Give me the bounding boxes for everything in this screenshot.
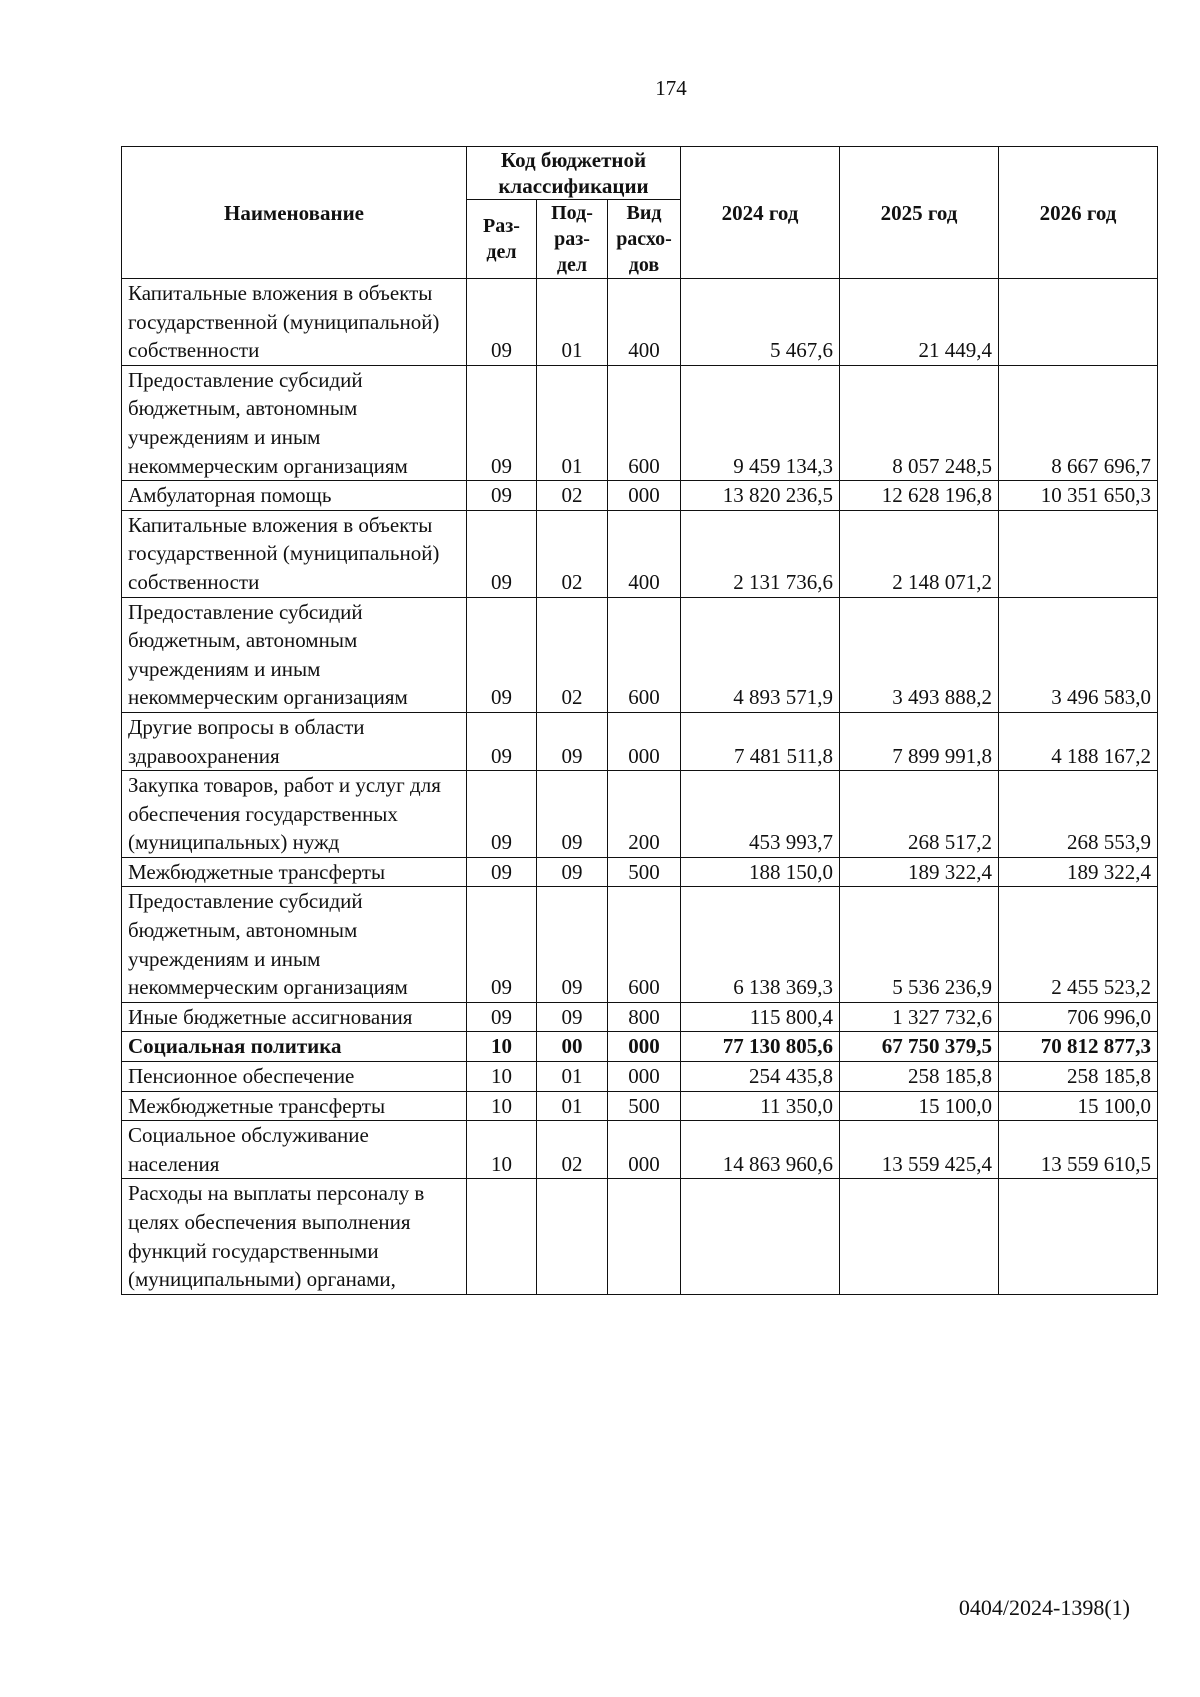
row-razdel xyxy=(467,1179,537,1294)
table-row xyxy=(122,365,1158,480)
header-razdel: Раз- дел xyxy=(467,200,537,279)
row-vid: 800 xyxy=(608,1002,681,1032)
row-value-2026: 3 496 583,0 xyxy=(999,597,1158,712)
row-name: Межбюджетные трансферты xyxy=(122,857,467,887)
row-podrazdel: 02 xyxy=(537,1121,608,1179)
row-value-2024: 4 893 571,9 xyxy=(681,597,840,712)
row-value-2024: 9 459 134,3 xyxy=(681,365,840,480)
row-podrazdel: 02 xyxy=(537,481,608,511)
row-razdel: 09 xyxy=(467,1002,537,1032)
row-razdel: 10 xyxy=(467,1121,537,1179)
table-row xyxy=(122,1179,1158,1294)
row-value-2024: 5 467,6 xyxy=(681,279,840,366)
row-vid: 400 xyxy=(608,279,681,366)
row-podrazdel: 09 xyxy=(537,1002,608,1032)
row-value-2025: 268 517,2 xyxy=(840,771,999,858)
row-value-2025: 8 057 248,5 xyxy=(840,365,999,480)
header-vid: Вид расхо- дов xyxy=(608,200,681,279)
table-row xyxy=(122,857,1158,887)
row-value-2026: 13 559 610,5 xyxy=(999,1121,1158,1179)
row-value-2026 xyxy=(999,510,1158,597)
table-header xyxy=(122,147,1158,279)
row-value-2024: 188 150,0 xyxy=(681,857,840,887)
row-value-2024: 11 350,0 xyxy=(681,1091,840,1121)
table-row xyxy=(122,1002,1158,1032)
row-name: Расходы на выплаты персоналу в целях обеспечения выполнения функций государственными (муниципальными) органами, xyxy=(122,1179,467,1294)
row-value-2025: 3 493 888,2 xyxy=(840,597,999,712)
row-name: Межбюджетные трансферты xyxy=(122,1091,467,1121)
row-name: Капитальные вложения в объекты государственной (муниципальной) собственности xyxy=(122,279,467,366)
row-value-2024: 7 481 511,8 xyxy=(681,712,840,770)
row-value-2026: 4 188 167,2 xyxy=(999,712,1158,770)
row-podrazdel: 00 xyxy=(537,1032,608,1062)
row-vid: 400 xyxy=(608,510,681,597)
row-value-2025: 1 327 732,6 xyxy=(840,1002,999,1032)
row-name: Другие вопросы в области здравоохранения xyxy=(122,712,467,770)
row-razdel: 09 xyxy=(467,771,537,858)
row-podrazdel: 02 xyxy=(537,597,608,712)
row-value-2025 xyxy=(840,1179,999,1294)
row-name: Социальная политика xyxy=(122,1032,467,1062)
row-value-2025: 7 899 991,8 xyxy=(840,712,999,770)
row-vid: 000 xyxy=(608,1032,681,1062)
header-name: Наименование xyxy=(122,147,467,279)
row-name: Закупка товаров, работ и услуг для обеспечения государственных (муниципальных) нужд xyxy=(122,771,467,858)
row-vid: 600 xyxy=(608,365,681,480)
row-razdel: 10 xyxy=(467,1032,537,1062)
row-podrazdel xyxy=(537,1179,608,1294)
table-row xyxy=(122,279,1158,366)
row-value-2024: 77 130 805,6 xyxy=(681,1032,840,1062)
row-vid: 600 xyxy=(608,887,681,1002)
row-podrazdel: 01 xyxy=(537,279,608,366)
row-value-2026: 2 455 523,2 xyxy=(999,887,1158,1002)
row-value-2026: 268 553,9 xyxy=(999,771,1158,858)
row-podrazdel: 09 xyxy=(537,887,608,1002)
row-vid: 500 xyxy=(608,1091,681,1121)
row-value-2026: 8 667 696,7 xyxy=(999,365,1158,480)
row-value-2024: 6 138 369,3 xyxy=(681,887,840,1002)
row-razdel: 09 xyxy=(467,887,537,1002)
table-row xyxy=(122,481,1158,511)
row-value-2024: 453 993,7 xyxy=(681,771,840,858)
table-row xyxy=(122,597,1158,712)
row-vid: 000 xyxy=(608,712,681,770)
page-number: 174 xyxy=(655,76,687,100)
row-value-2026: 10 351 650,3 xyxy=(999,481,1158,511)
row-podrazdel: 09 xyxy=(537,712,608,770)
row-podrazdel: 09 xyxy=(537,857,608,887)
row-value-2025: 21 449,4 xyxy=(840,279,999,366)
row-value-2024: 2 131 736,6 xyxy=(681,510,840,597)
row-razdel: 10 xyxy=(467,1062,537,1092)
row-value-2026: 189 322,4 xyxy=(999,857,1158,887)
row-value-2026: 258 185,8 xyxy=(999,1062,1158,1092)
table-row xyxy=(122,712,1158,770)
table-row xyxy=(122,1062,1158,1092)
row-value-2025: 67 750 379,5 xyxy=(840,1032,999,1062)
row-name: Предоставление субсидий бюджетным, автономным учреждениям и иным некоммерческим организациям xyxy=(122,365,467,480)
row-value-2024: 254 435,8 xyxy=(681,1062,840,1092)
row-name: Иные бюджетные ассигнования xyxy=(122,1002,467,1032)
row-vid: 000 xyxy=(608,481,681,511)
table-row xyxy=(122,1121,1158,1179)
row-value-2025: 12 628 196,8 xyxy=(840,481,999,511)
row-value-2025: 15 100,0 xyxy=(840,1091,999,1121)
row-value-2026 xyxy=(999,279,1158,366)
row-value-2025: 258 185,8 xyxy=(840,1062,999,1092)
table-row xyxy=(122,510,1158,597)
row-vid: 200 xyxy=(608,771,681,858)
row-vid xyxy=(608,1179,681,1294)
row-razdel: 09 xyxy=(467,857,537,887)
row-razdel: 09 xyxy=(467,481,537,511)
row-value-2025: 189 322,4 xyxy=(840,857,999,887)
table-row xyxy=(122,1091,1158,1121)
row-value-2025: 2 148 071,2 xyxy=(840,510,999,597)
header-2026: 2026 год xyxy=(999,147,1158,279)
row-razdel: 09 xyxy=(467,279,537,366)
row-podrazdel: 01 xyxy=(537,365,608,480)
row-name: Пенсионное обеспечение xyxy=(122,1062,467,1092)
row-podrazdel: 09 xyxy=(537,771,608,858)
row-value-2024: 13 820 236,5 xyxy=(681,481,840,511)
row-value-2026: 15 100,0 xyxy=(999,1091,1158,1121)
row-name: Предоставление субсидий бюджетным, автономным учреждениям и иным некоммерческим организациям xyxy=(122,597,467,712)
row-value-2026: 706 996,0 xyxy=(999,1002,1158,1032)
header-code-group: Код бюджетной классификации xyxy=(467,147,681,200)
row-razdel: 10 xyxy=(467,1091,537,1121)
row-podrazdel: 01 xyxy=(537,1091,608,1121)
row-podrazdel: 01 xyxy=(537,1062,608,1092)
row-razdel: 09 xyxy=(467,510,537,597)
row-razdel: 09 xyxy=(467,712,537,770)
row-value-2024 xyxy=(681,1179,840,1294)
row-vid: 000 xyxy=(608,1121,681,1179)
row-value-2025: 5 536 236,9 xyxy=(840,887,999,1002)
row-vid: 600 xyxy=(608,597,681,712)
budget-table xyxy=(121,146,1158,1295)
row-value-2026: 70 812 877,3 xyxy=(999,1032,1158,1062)
table-body xyxy=(122,279,1158,1295)
header-podrazdel: Под- раз- дел xyxy=(537,200,608,279)
row-value-2024: 14 863 960,6 xyxy=(681,1121,840,1179)
table-row xyxy=(122,1032,1158,1062)
table-row xyxy=(122,771,1158,858)
table-row xyxy=(122,887,1158,1002)
row-value-2024: 115 800,4 xyxy=(681,1002,840,1032)
row-name: Амбулаторная помощь xyxy=(122,481,467,511)
header-2025: 2025 год xyxy=(840,147,999,279)
row-value-2025: 13 559 425,4 xyxy=(840,1121,999,1179)
row-vid: 500 xyxy=(608,857,681,887)
row-razdel: 09 xyxy=(467,597,537,712)
row-vid: 000 xyxy=(608,1062,681,1092)
row-razdel: 09 xyxy=(467,365,537,480)
row-name: Предоставление субсидий бюджетным, автономным учреждениям и иным некоммерческим организациям xyxy=(122,887,467,1002)
document-code: 0404/2024-1398(1) xyxy=(958,1595,1130,1620)
row-value-2026 xyxy=(999,1179,1158,1294)
row-name: Социальное обслуживание населения xyxy=(122,1121,467,1179)
row-podrazdel: 02 xyxy=(537,510,608,597)
row-name: Капитальные вложения в объекты государственной (муниципальной) собственности xyxy=(122,510,467,597)
header-2024: 2024 год xyxy=(681,147,840,279)
